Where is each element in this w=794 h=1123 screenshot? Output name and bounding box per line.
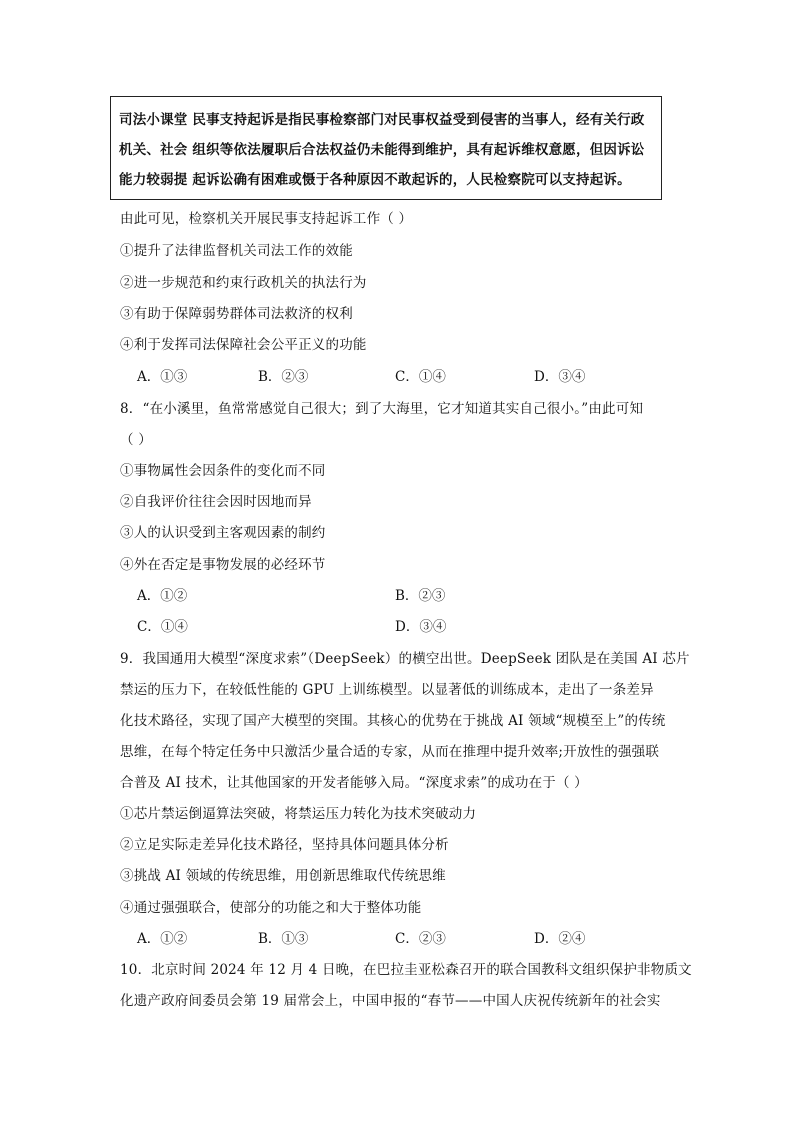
q8-item-3: ③人的认识受到主客观因素的制约	[120, 525, 326, 541]
q9-option-d: D．②④	[534, 931, 586, 947]
q9-item-4: ④通过强强联合，使部分的功能之和大于整体功能	[120, 900, 422, 916]
q8-item-2: ②自我评价往往会因时因地而异	[120, 494, 312, 510]
q9-item-2: ②立足实际走差异化技术路径，坚持具体问题具体分析	[120, 837, 449, 853]
box-line-2: 机关、社会 组织等依法履职后合法权益仍未能得到维护，具有起诉维权意愿，但因诉讼	[119, 142, 645, 158]
q8-option-c: C．①④	[137, 619, 188, 635]
q8-option-d: D．③④	[395, 619, 447, 635]
q10-stem-line-1: 10．北京时间 2024 年 12 月 4 日晚，在巴拉圭亚松森召开的联合国教科文组织保护非物质文	[120, 962, 692, 978]
q7-item-1: ①提升了法律监督机关司法工作的效能	[120, 243, 353, 259]
q10-stem-line-2: 化遗产政府间委员会第 19 届常会上，中国申报的“春节——中国人庆祝传统新年的社会实	[120, 993, 661, 1009]
q9-option-b: B．①③	[258, 931, 309, 947]
q7-option-b: B．②③	[258, 369, 309, 385]
q7-item-4: ④利于发挥司法保障社会公平正义的功能	[120, 337, 367, 353]
q8-option-a: A．①②	[137, 588, 188, 604]
q9-item-3: ③挑战 AI 领域的传统思维，用创新思维取代传统思维	[120, 868, 446, 884]
q7-option-c: C．①④	[395, 369, 446, 385]
q9-option-c: C．②③	[395, 931, 446, 947]
q9-stem-line-1: 9．我国通用大模型“深度求索”（DeepSeek）的横空出世。DeepSeek 团队是在美国 AI 芯片	[120, 651, 690, 667]
q7-option-d: D．③④	[534, 369, 586, 385]
q9-stem-line-5: 合普及 AI 技术，让其他国家的开发者能够入局。“深度求索”的成功在于（ ）	[120, 775, 588, 791]
q8-stem-line-1: 8．“在小溪里，鱼常常感觉自己很大；到了大海里，它才知道其实自己很小。”由此可知	[120, 401, 644, 417]
q8-item-4: ④外在否定是事物发展的必经环节	[120, 557, 326, 573]
q8-item-1: ①事物属性会因条件的变化而不同	[120, 463, 326, 479]
judicial-classroom-box	[110, 96, 662, 200]
q9-option-a: A．①②	[137, 931, 188, 947]
box-line-1: 司法小课堂 民事支持起诉是指民事检察部门对民事权益受到侵害的当事人，经有关行政	[119, 112, 645, 128]
q9-item-1: ①芯片禁运倒逼算法突破，将禁运压力转化为技术突破动力	[120, 806, 477, 822]
q7-stem: 由此可见，检察机关开展民事支持起诉工作（ ）	[120, 211, 413, 227]
q7-item-3: ③有助于保障弱势群体司法救济的权利	[120, 306, 353, 322]
q9-stem-line-3: 化技术路径，实现了国产大模型的突围。其核心的优势在于挑战 AI 领域“规模至上”的传统	[120, 713, 666, 729]
q8-stem-line-2: （ ）	[120, 432, 152, 448]
q9-stem-line-2: 禁运的压力下，在较低性能的 GPU 上训练模型。以显著低的训练成本，走出了一条差异	[120, 682, 654, 698]
q7-item-2: ②进一步规范和约束行政机关的执法行为	[120, 275, 367, 291]
q7-option-a: A．①③	[137, 369, 188, 385]
q9-stem-line-4: 思维，在每个特定任务中只激活少量合适的专家，从而在推理中提升效率;开放性的强强联	[120, 744, 660, 760]
q8-option-b: B．②③	[395, 588, 446, 604]
box-line-3: 能力较弱提 起诉讼确有困难或慑于各种原因不敢起诉的，人民检察院可以支持起诉。	[119, 172, 631, 188]
